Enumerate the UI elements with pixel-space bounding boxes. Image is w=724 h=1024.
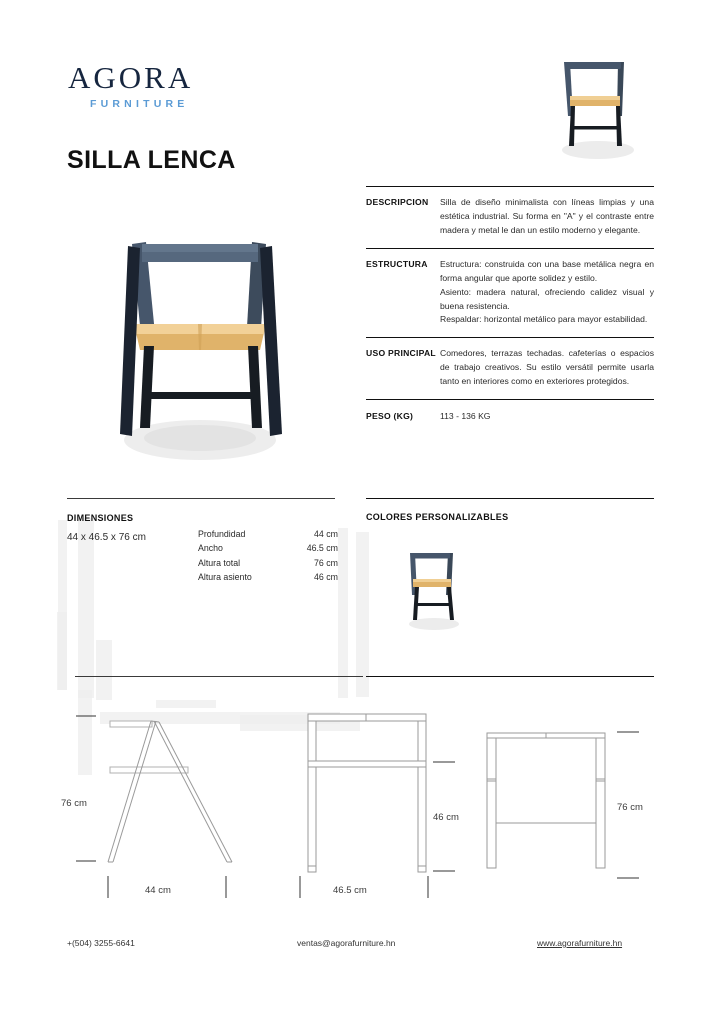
table-row — [198, 570, 338, 584]
dimension-name: Ancho — [198, 543, 223, 554]
footer-email[interactable]: ventas@agorafurniture.hn — [297, 938, 396, 948]
spec-value-descripcion: Silla de diseño minimalista con líneas limpias y una estética industrial. Su forma en "A" y el contraste entre madera y metal le dan un estilo moderno y elegante. — [440, 197, 654, 235]
dimension-value: 46.5 cm — [306, 543, 338, 554]
dimensions-title: DIMENSIONES — [67, 513, 134, 523]
brand-name: AGORA — [68, 60, 194, 95]
chair-color-swatch[interactable] — [396, 545, 468, 633]
divider — [366, 498, 654, 499]
table-row — [198, 541, 338, 555]
watermark-shape — [356, 532, 369, 697]
watermark-shape — [57, 612, 67, 690]
spec-row-descripcion — [366, 187, 654, 248]
spec-row-peso — [366, 400, 654, 433]
spec-value-estructura — [440, 258, 654, 328]
estructura-line-3: Respaldar: horizontal metálico para mayor estabilidad. — [440, 314, 648, 325]
chair-thumbnail-header — [540, 50, 650, 162]
dim-label-side-width: 44 cm — [145, 885, 171, 896]
dimensions-table — [198, 527, 338, 584]
spec-label-peso: PESO (KG) — [366, 411, 414, 422]
dim-label-back-height: 76 cm — [617, 802, 643, 813]
spec-label-estructura: ESTRUCTURA — [366, 258, 428, 269]
spec-label-uso-principal: USO PRINCIPAL — [366, 348, 436, 359]
dimension-value: 44 cm — [314, 529, 338, 539]
footer-website[interactable]: www.agorafurniture.hn — [537, 938, 623, 948]
dimension-value: 46 cm — [314, 571, 338, 582]
drawing-front-view — [300, 714, 455, 898]
divider — [366, 676, 654, 677]
spec-row-estructura — [366, 249, 654, 338]
drawing-side-view — [76, 716, 232, 898]
dimension-name: Altura total — [198, 557, 241, 568]
colores-section — [366, 498, 654, 522]
table-row — [198, 556, 338, 570]
spec-row-uso-principal — [366, 338, 654, 399]
spec-value-uso-principal: Comedores, terrazas techadas. cafeterías o espacios de trabajo creativos. Su estilo versátil permite usarla tanto en interiores como en exteriores protegidos. — [440, 348, 654, 387]
dim-label-front-width: 46.5 cm — [333, 885, 367, 896]
brand-tagline: FURNITURE — [90, 98, 189, 110]
watermark-shape — [78, 518, 94, 698]
dimensions-section — [67, 498, 338, 582]
dimension-value: 76 cm — [314, 557, 338, 568]
watermark-shape — [338, 528, 348, 698]
brand-logo — [68, 62, 193, 110]
estructura-line-1: Estructura: construida con una base metálica negra en forma angular que aporte solidez y estilo. — [440, 258, 654, 283]
divider — [67, 498, 335, 499]
footer-phone[interactable]: +(504) 3255-6641 — [67, 938, 135, 948]
estructura-line-2: Asiento: madera natural, ofreciendo calidez visual y buena resistencia. — [440, 286, 654, 311]
dimensions-summary: 44 x 46.5 x 76 cm — [67, 532, 146, 543]
dim-label-side-height: 76 cm — [61, 798, 87, 809]
spec-label-descripcion: DESCRIPCION — [366, 197, 429, 207]
divider — [75, 676, 363, 677]
chair-main-photo — [102, 232, 298, 470]
page-title: SILLA LENCA — [67, 146, 236, 174]
colores-title: COLORES PERSONALIZABLES — [366, 512, 509, 522]
spec-table — [366, 186, 654, 433]
dimension-name: Profundidad — [198, 529, 246, 539]
table-row — [198, 527, 338, 541]
technical-drawings — [0, 690, 724, 920]
spec-value-peso: 113 - 136 KG — [440, 411, 491, 422]
dim-label-front-height: 46 cm — [433, 812, 459, 823]
dimension-name: Altura asiento — [198, 571, 252, 582]
